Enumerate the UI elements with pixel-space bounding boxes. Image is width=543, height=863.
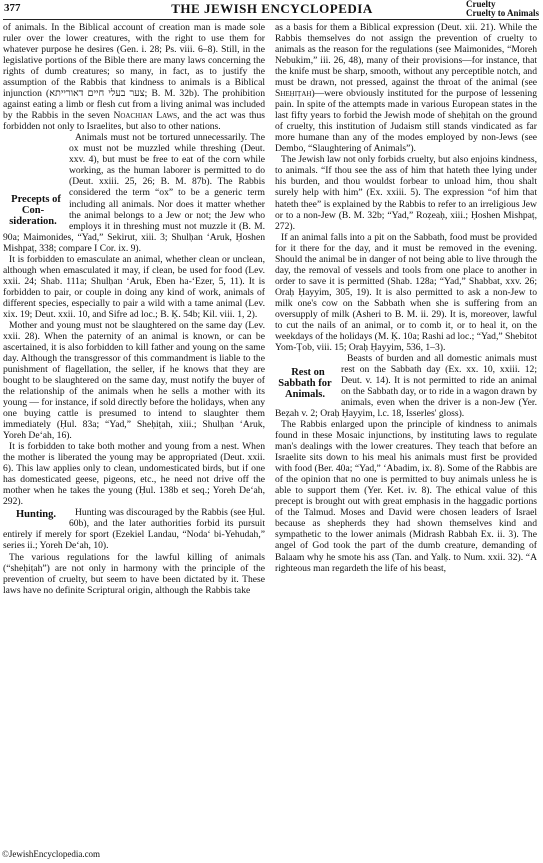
noachian-laws-link[interactable]: Noachian Laws bbox=[113, 110, 178, 122]
right-column bbox=[275, 22, 537, 574]
running-head bbox=[466, 0, 539, 18]
right-paragraph-2: The Jewish law not only forbids cruelty, but also enjoins kindness, to animals. “If thou see the ass of him that hateth thee lying under his burden, and thou wouldst forbear to unload him, thou shalt surely help with him” (Ex. xxiii. 5). The expression “of him that hateth thee” is explained by the Rabbis to refer to an irreligious Jew or to a non-Jew (B. M. 32b; “Yad,” Roẓeaḥ, xiii.; Ḥoshen Mishpaṭ, 272). bbox=[275, 154, 537, 232]
header-rule bbox=[3, 19, 539, 20]
left-paragraph-6 bbox=[3, 507, 265, 551]
right-paragraph-4 bbox=[275, 353, 537, 419]
right-paragraph-1-text: as a basis for them a Biblical expression (Deut. xii. 21). While the Rabbis themselves do not assign the prevention of cruelty to animals as the reason for the regulations (see Maimonides, “Moreh Nebukim,” iii. 26, 48), many of their provisions—for instance, that the knife must be sharp, smooth, without any perceptible notch, and must be drawn, not pressed, against the throat of the animal (see bbox=[275, 22, 537, 89]
left-paragraph-6-text: Hunting was discouraged by the Rabbis (see Ḥul. 60b), and the later authorities forbid its pursuit entirely if merely for sport (Ezekiel Landau, “Noda‘ bi-Yehudah,” series ii.; Yoreh De‘ah, 10). bbox=[3, 507, 265, 552]
page-header bbox=[3, 0, 541, 18]
page-number: 377 bbox=[4, 2, 21, 14]
left-paragraph-2-text: Animals must not be tortured unnecessarily. The ox must not be muzzled while threshing (Deut. xxv. 4), but must be free to eat of the corn while working, as the human laborer is permitted to do (Deut. xxiii. 25, 26; B. M. 87b). The Rabbis considered the term “ox” to be a generic term including all animals. Nor does it matter whether the animal belongs to a Jew or not; the Jew who employs it in threshing must not muzzle it (B. M. 90a; Maimonides, “Yad,” Sekirut, xiii. 3; Shulḥan ‘Aruk, Ḥoshen Mishpaṭ, 338; compare I Cor. ix. 9). bbox=[3, 132, 265, 254]
left-paragraph-2 bbox=[3, 132, 265, 253]
running-head-line-2: Cruelty to Animals bbox=[466, 8, 539, 18]
sidehead-hunting: Hunting. bbox=[16, 509, 56, 521]
left-paragraph-1-text: of animals. In the Biblical account of creation man is made sole ruler over the lower creatures, with the right to use them for whatever purpose he desires (Gen. i. 28; Ps. viii. 6–8). Still, in the legislative portions of the Bible there are many laws concerning the rights of dumb creatures; so many, in fact, as to justify the assumption of the Rabbis that kindness to animals is a Biblical injunction (צער בעלי חיים דאורייתא; B. M. 32b). The prohibition against eating a limb or flesh cut from a living animal was included by the Rabbis in the seven bbox=[3, 22, 266, 122]
right-paragraph-4-text: Beasts of burden and all domestic animals must rest on the Sabbath day (Ex. xx. 10, xxiii. 12; Deut. v. 14). It is not permitted to ride an animal on the Sabbath day, or to ride in a wagon drawn by animals, even when the driver is a non-Jew (Yer. Beẓah v. 2; Oraḥ Ḥayyim, l.c. 18, Isserles' gloss). bbox=[275, 352, 537, 420]
sidehead-rest-on-sabbath: Rest on Sabbath for Animals. bbox=[278, 366, 332, 400]
right-paragraph-5: The Rabbis enlarged upon the principle of kindness to animals found in these Mosaic injunctions, by instituting laws to regulate man's dealings with the lower creatures. They teach that before an Israelite sits down to his meal his animals must first be provided with food (Ber. 40a; “Yad,” ‘Abadim, ix. 8). Some of the Rabbis are of the opinion that no one is permitted to buy animals unless he is able to support them (Yer. Ket. iv. 8). The ethical value of this precept is brought out with great emphasis in the haggadic portions of the Talmud. Moses and David were chosen leaders of Israel because as shepherds they had shown themselves kind and sympathetic to the lower animals (Midrash Rabbah Ex. ii. 3). The angel of God took the part of the dumb creature, demanding of Balaam why he smote his ass (Tan. and Yalḳ. to Num. xxii. 32). “A righteous man regardeth the life of his beast, bbox=[275, 419, 537, 574]
journal-title: THE JEWISH ENCYCLOPEDIA bbox=[171, 1, 373, 16]
left-paragraph-3: It is forbidden to emasculate an animal, whether clean or unclean, although when emasculated it may, if clean, be used for food (Lev. xxii. 24; Shab. 111a; Shulḥan ‘Aruk, Eben ha-‘Ezer, 5, 11). It is forbidden to pair, or couple in doing any kind of work, animals of different species, especially to pair a wild with a tame animal (Lev. xix. 19; Deut. xxii. 10, and Sifre ad loc.; B. Ḳ. 54b; Kil. viii. 1, 2). bbox=[3, 253, 265, 320]
left-paragraph-7: The various regulations for the lawful killing of animals (“sheḥiṭah”) are not only in harmony with the principle of the prevention of cruelty, but seem to have been dictated by it. These laws have no definite Scriptural origin, although the Rabbis take bbox=[3, 551, 265, 596]
right-paragraph-1-end: )—were obviously instituted for the purpose of lessening pain. In spite of the attempts made in various European states in the last fifty years to forbid the Jewish mode of sheḥiṭah on the ground of cruelty, this institution of Judaism still stands vindicated as far more humane than any of the modes employed by non-Jews (see Dembo, “Slaughtering of Animals”). bbox=[275, 88, 537, 155]
left-paragraph-4: Mother and young must not be slaughtered on the same day (Lev. xxii. 28). When the paternity of an animal is known, or can be ascertained, it is also forbidden to kill father and young on the same day. Although the transgressor of this commandment is liable to the punishment of flagellation, the seller, if he knows that they are bought to be slaughtered on the same day, must notify the buyer of the relationship of the animals when he sells a mother with its young — for instance, if sold directly before the holidays, when any one buying cattle is presumed to intend to slaughter them immediately (Ḥul. 83a; “Yad,” Sheḥiṭah, xiii.; Shulḥan ‘Aruk, Yoreh De‘ah, 16). bbox=[3, 319, 265, 442]
left-paragraph-5: It is forbidden to take both mother and young from a nest. When the mother is liberated the young may be appropriated (Deut. xxii. 6). This law applies only to clean, undomesticated birds, but if one has domesticated geese, pigeons, etc., he need not drive off the mother when he takes the young (Ḥul. 138b et seq.; Yoreh De‘ah, 292). bbox=[3, 441, 265, 508]
running-head-line-1: Cruelty bbox=[466, 0, 496, 9]
sidehead-precepts: Precepts of Con- sideration. bbox=[9, 194, 61, 228]
shehitah-link[interactable]: Sheḥiṭah bbox=[275, 88, 312, 100]
left-paragraph-1-end: , and the act was thus forbidden not only to Israelites, but also to other nations. bbox=[3, 110, 266, 133]
right-paragraph-3: If an animal falls into a pit on the Sabbath, food must be provided for it there for the day, and it must be removed in the evening. Should the animal be in danger of not being able to live through the day, the removal of vessels and tools from one place to another in order to save it is permitted (Shab. 128a; “Yad,” Shabbat, xxv. 26; Oraḥ Ḥayyim, 305, 19). It is also permitted to ask a non-Jew to milk one's cow on the Sabbath when she is suffering from an oversupply of milk (Asheri to B. M. ii. 29). It is, moreover, lawful to cut the nails of an animal, or to comb it, or to heal it, on the weekdays of the holidays (M. Ḳ. 10a; Rashi ad loc.; “Yad,” Shebitot Yom-Ṭob, viii. 15; Oraḥ Ḥayyim, 536, 1–3). bbox=[275, 231, 538, 353]
left-column bbox=[3, 22, 265, 596]
right-paragraph-1 bbox=[275, 22, 537, 154]
left-paragraph-1 bbox=[3, 22, 265, 132]
copyright-footer: ©JewishEncyclopedia.com bbox=[2, 849, 101, 859]
